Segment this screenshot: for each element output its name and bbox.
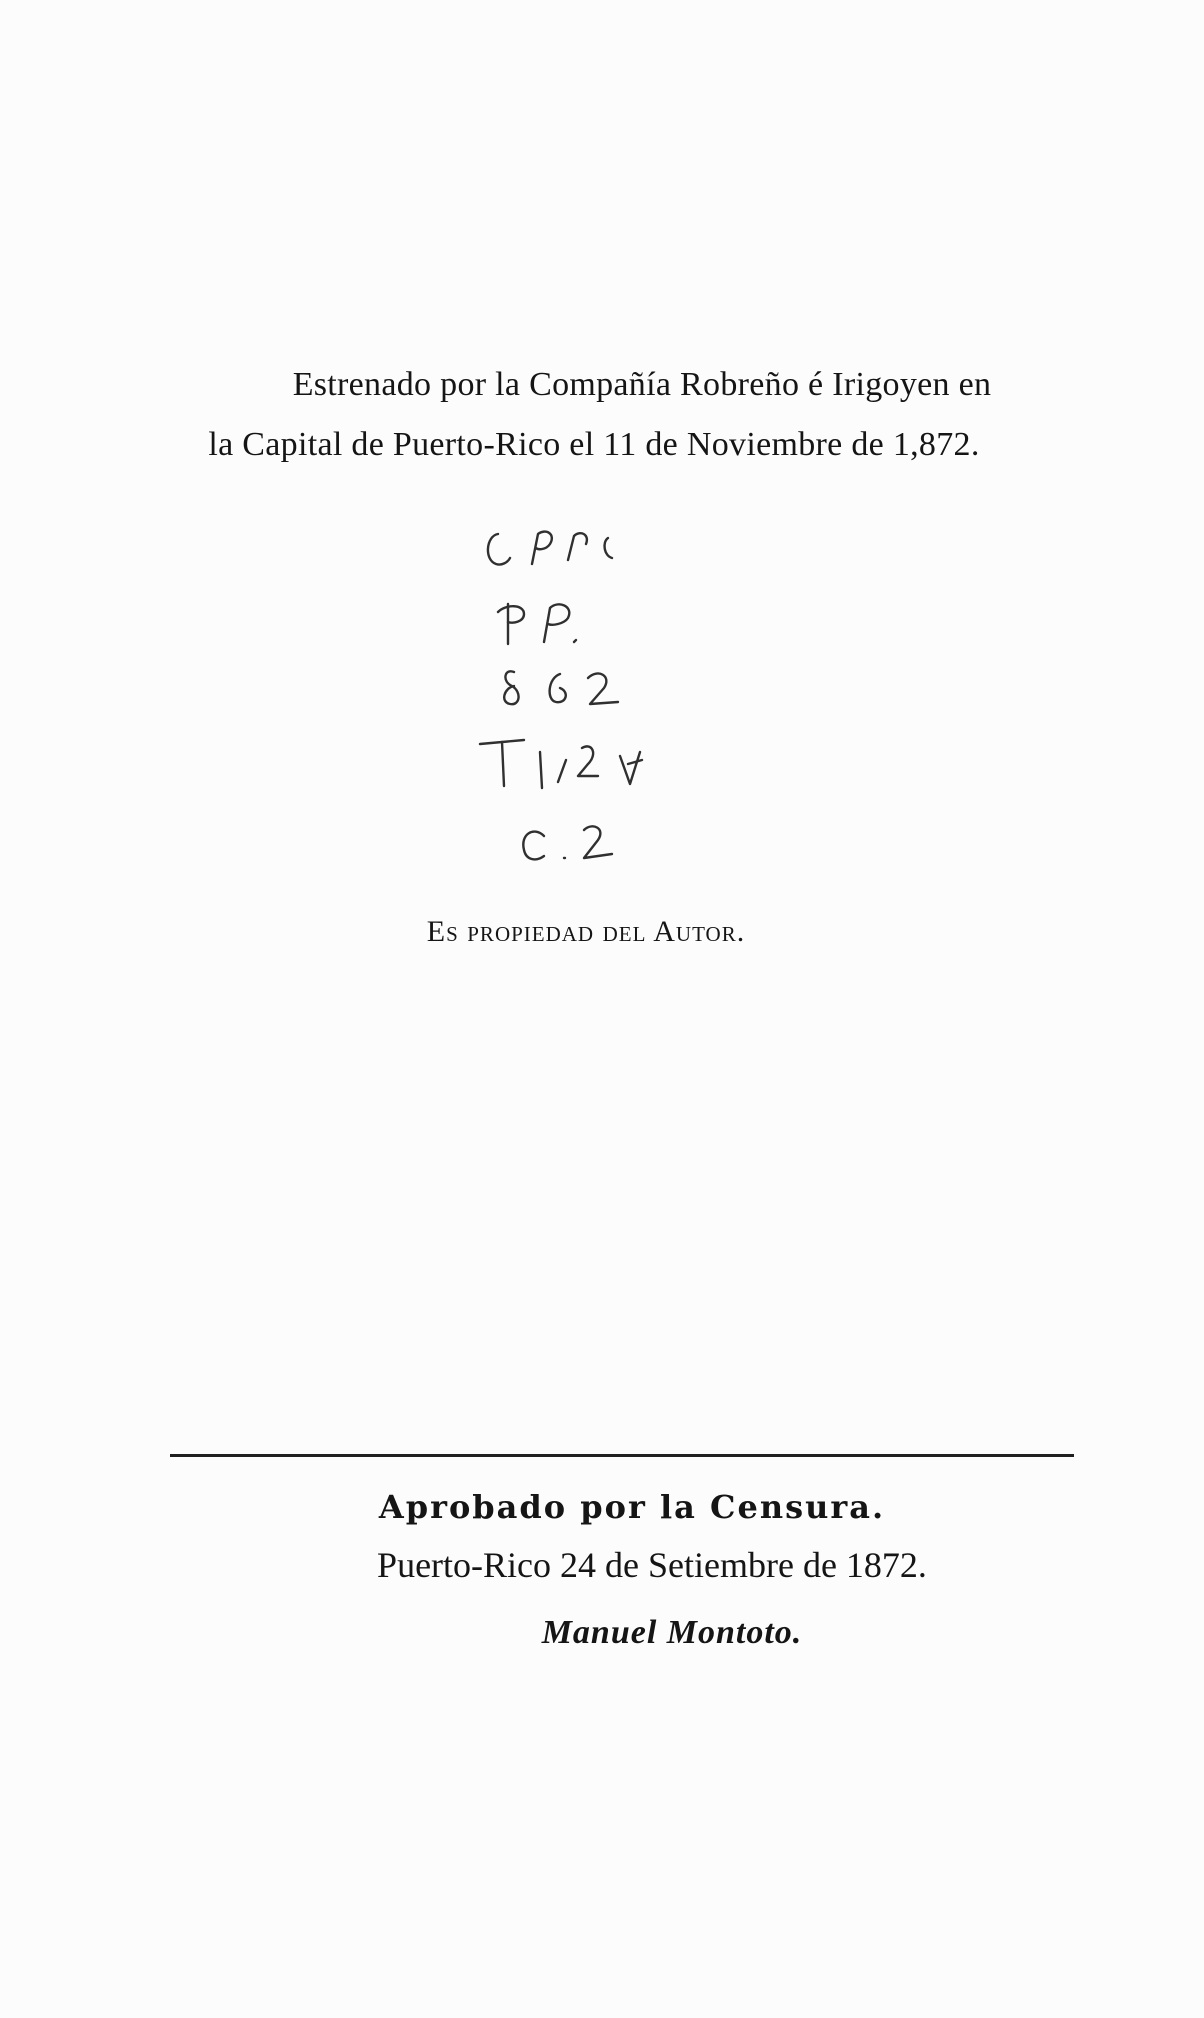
premiere-line-1: Estrenado por la Compañía Robreño é Irigoyen en	[292, 366, 992, 403]
handwritten-call-number	[480, 520, 720, 880]
call-number-handwriting	[480, 520, 720, 880]
censor-signature-text: Manuel Montoto.	[541, 1614, 803, 1651]
censorship-date	[0, 1544, 1204, 1586]
premiere-line-2: la Capital de Puerto-Rico el 11 de Noviembre de 1,872.	[208, 426, 980, 463]
horizontal-rule	[170, 1454, 1074, 1457]
premiere-note	[0, 368, 1204, 462]
censor-signature	[0, 1614, 1204, 1652]
censorship-approval	[0, 1488, 1204, 1526]
property-notice-text: Es propiedad del Autor.	[426, 915, 746, 948]
censorship-approval-text: Aprobado por la Censura.	[378, 1488, 886, 1526]
censorship-date-text: Puerto-Rico 24 de Setiembre de 1872.	[377, 1545, 927, 1585]
property-notice	[0, 915, 1204, 949]
